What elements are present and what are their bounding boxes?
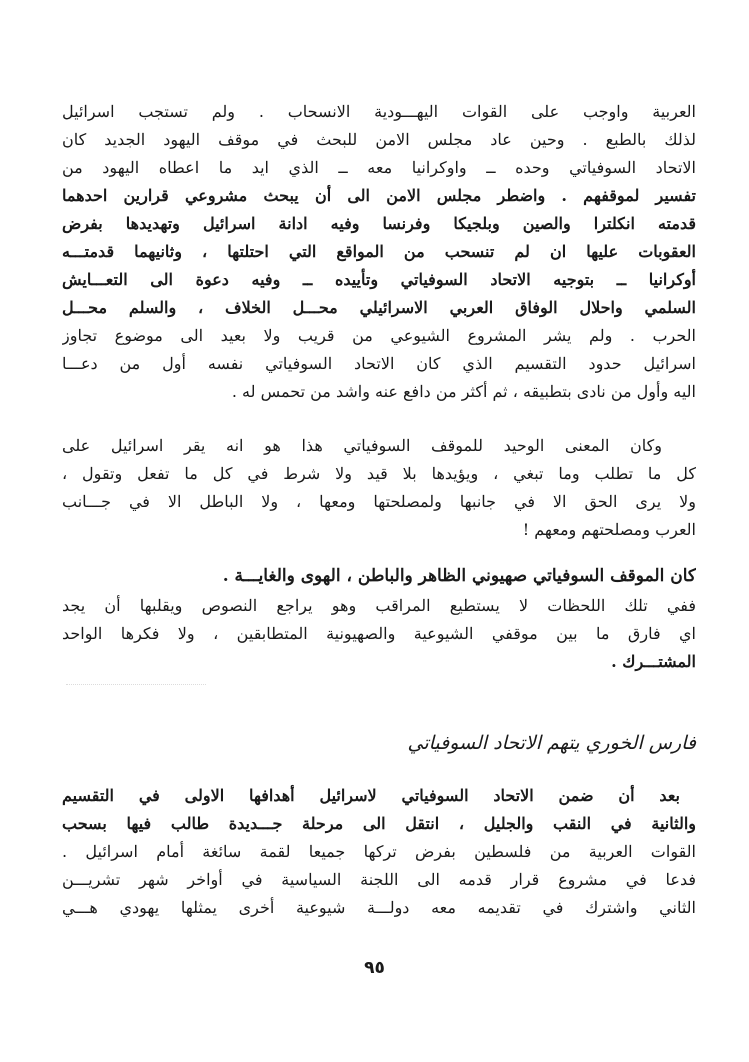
text-line: السلمي واحلال الوفاق العربي الاسرائيلي محـــل الخلاف ، والسلم محـــل xyxy=(62,298,696,317)
text-line: وكان المعنى الوحيد للموقف السوفياتي هذا هو انه يقر اسرائيل على xyxy=(62,436,662,455)
text-line: أوكرانيا ــ بتوجيه الاتحاد السوفياتي وتأييده ــ وفيه دعوة الى التعـــايش xyxy=(62,270,696,289)
text-line: تفسير لموقفهم . واضطر مجلس الامن الى أن يبحث مشروعي قرارين احدهما xyxy=(62,186,696,205)
paragraph-1 xyxy=(62,98,696,406)
text-line: اليه وأول من نادى بتطبيقه ، ثم أكثر من دافع عنه واشد من تحمس له . xyxy=(231,382,696,401)
text-line: العرب ومصلحتهم ومعهم ! xyxy=(522,520,696,539)
text-line: ففي تلك اللحظات لا يستطيع المراقب وهو يراجع النصوص ويقلبها أن يجد xyxy=(62,596,696,615)
scan-smudge xyxy=(66,662,206,685)
text-line: الاتحاد السوفياتي وحده ــ واوكرانيا معه ــ الذي ايد ما اعطاه اليهود من xyxy=(62,158,696,177)
text-line: بعد أن ضمن الاتحاد السوفياتي لاسرائيل أهدافها الاولى في التقسيم xyxy=(62,786,681,805)
text-line: لذلك بالطبع . وحين عاد مجلس الامن للبحث في موقف اليهود الجديد كان xyxy=(62,130,696,149)
text-line: قدمته انكلترا والصين وبلجيكا وفرنسا وفيه ادانة اسرائيل وتهديدها بفرض xyxy=(62,214,696,233)
text-line: فدعا في مشروع قرار قدمه الى اللجنة السياسية في أواخر شهر تشريـــن xyxy=(62,870,696,889)
text-line: الثاني واشترك في تقديمه معه دولـــة شيوعية أخرى يمثلها يهودي هـــي xyxy=(62,898,696,917)
text-line: ولا يرى الحق الا في جانبها ولمصلحتها ومعها ، ولا الباطل الا في جـــانب xyxy=(62,492,696,511)
page-number: ٩٥ xyxy=(364,958,385,978)
text-line: كان الموقف السوفياتي صهيوني الظاهر والباطن ، الهوى والغايـــة . xyxy=(222,566,696,586)
text-line: كل ما تطلب وما تبغي ، ويؤيدها بلا قيد ولا شرط في كل ما تفعل وتقول ، xyxy=(62,464,696,483)
bold-statement xyxy=(62,562,696,590)
text-line: العربية واوجب على القوات اليهـــودية الانسحاب . ولم تستجب اسرائيل xyxy=(62,102,696,121)
paragraph-4 xyxy=(62,782,696,922)
section-heading-signature: فارس الخوري يتهم الاتحاد السوفياتي xyxy=(407,732,696,754)
text-line: والثانية في النقب والجليل ، انتقل الى مرحلة جـــديدة طالب فيها بسحب xyxy=(62,814,696,833)
paragraph-2 xyxy=(62,432,696,544)
text-line: اسرائيل حدود التقسيم الذي كان الاتحاد السوفياتي نفسه أول من دعـــا xyxy=(62,354,696,373)
text-line: اي فارق ما بين موقفي الشيوعية والصهيونية المتطابقين ، ولا فكرها الواحد xyxy=(62,624,696,643)
text-line: القوات العربية من فلسطين بفرض تركها جميعا لقمة سائغة أمام اسرائيل . xyxy=(62,842,696,861)
text-line: الحرب . ولم يشر المشروع الشيوعي من قريب ولا بعيد الى موضوع تجاوز xyxy=(62,326,696,345)
text-line: المشتـــرك . xyxy=(611,652,696,671)
text-line: العقوبات عليها ان لم تنسحب من المواقع التي احتلتها ، وثانيهما قدمتـــه xyxy=(62,242,696,261)
